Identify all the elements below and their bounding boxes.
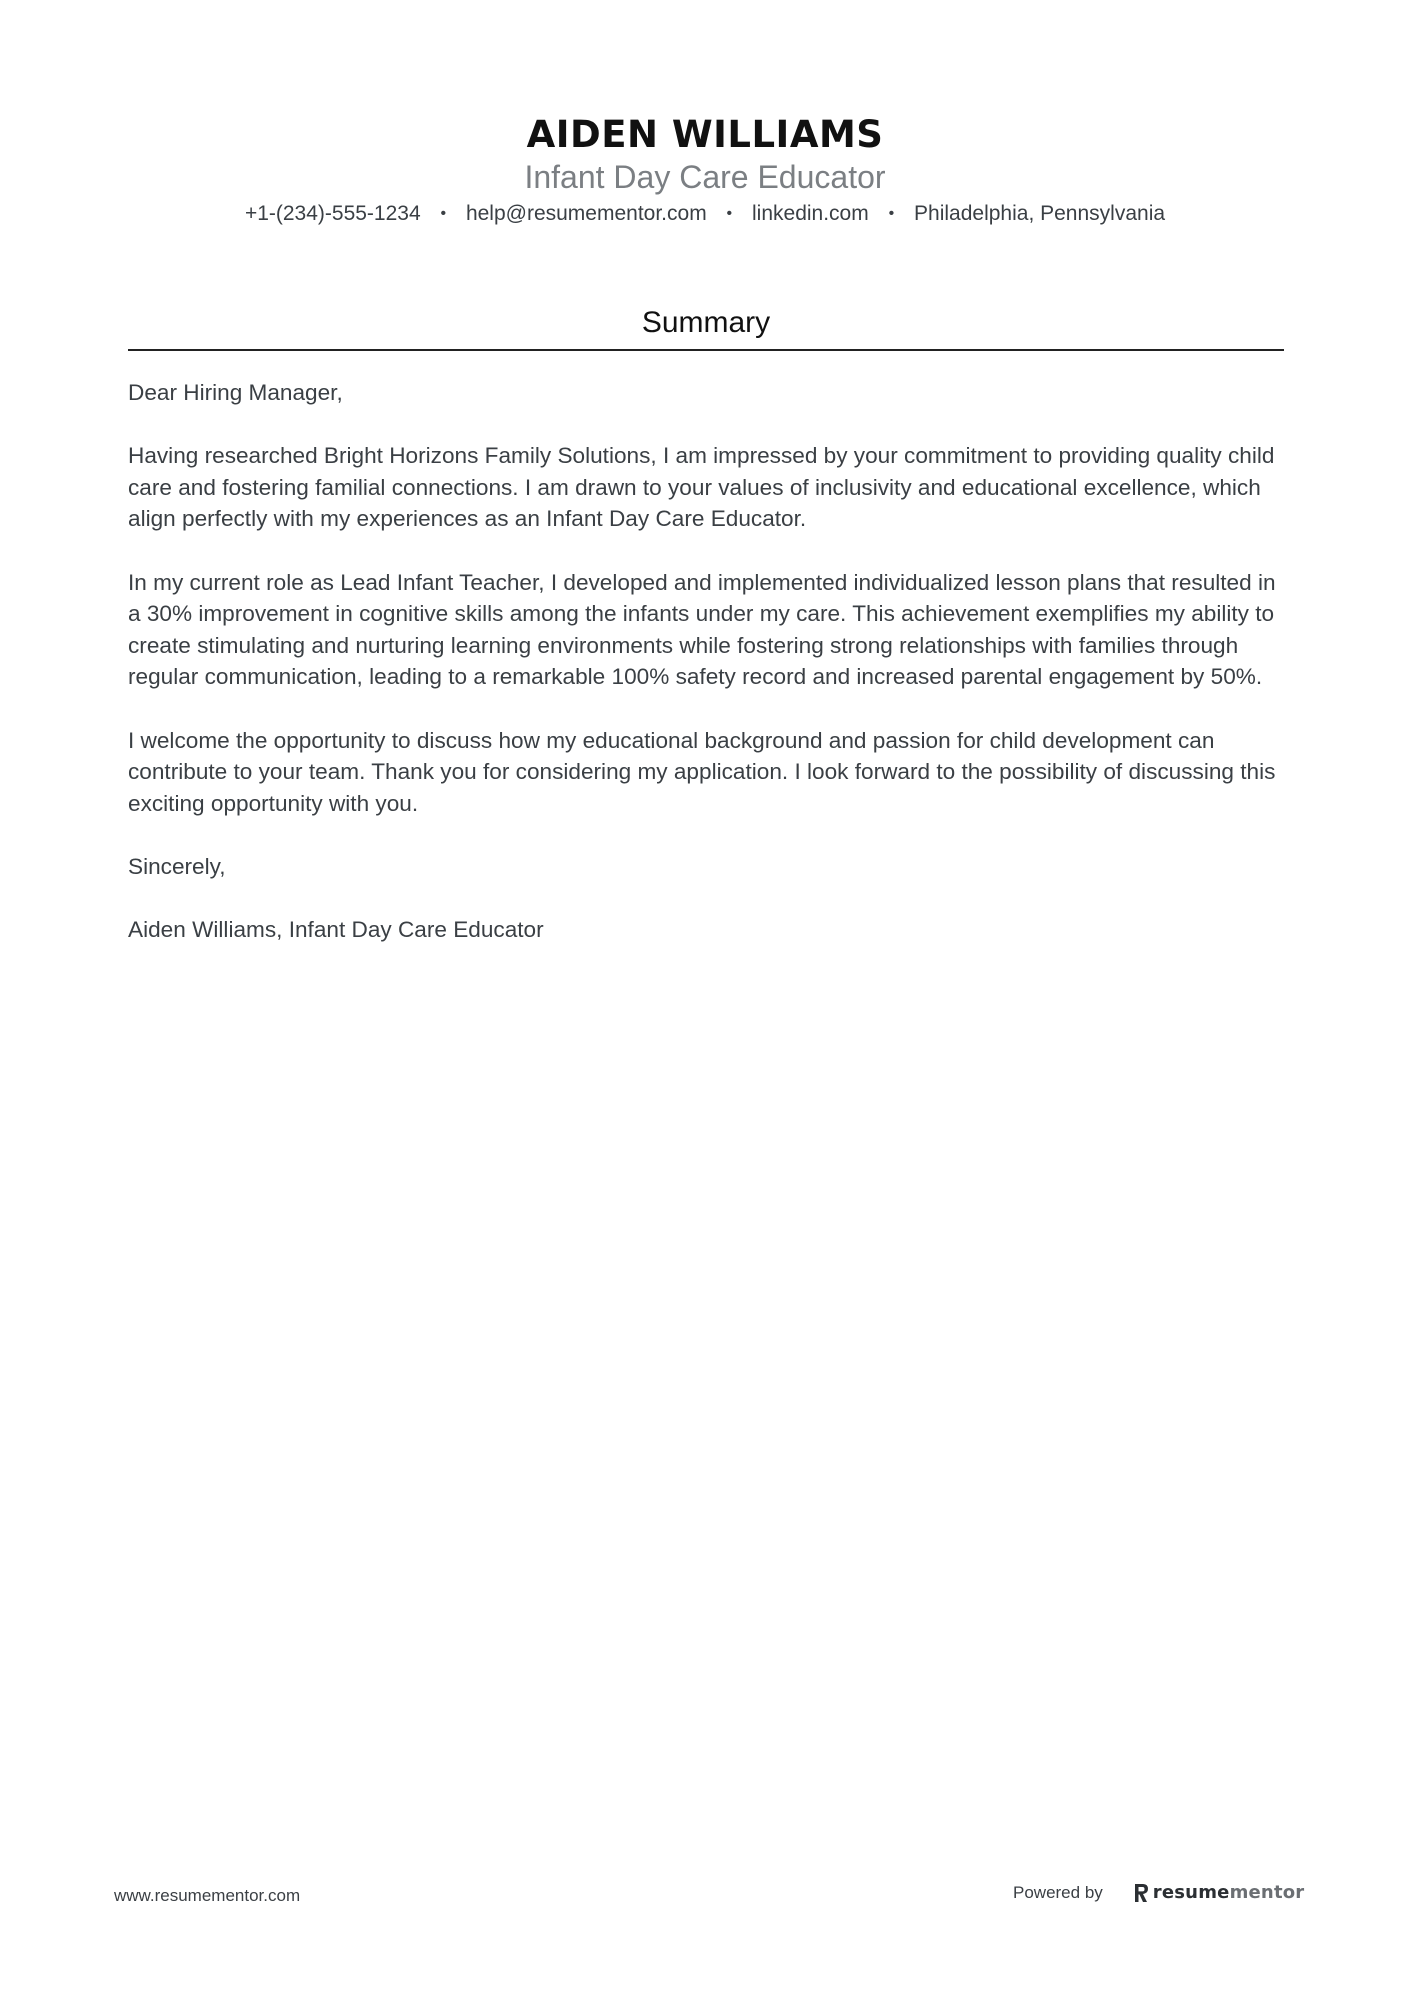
candidate-name: AIDEN WILLIAMS (526, 113, 884, 156)
resumementor-logo-icon (1133, 1883, 1149, 1903)
footer-branding (1013, 1882, 1304, 1903)
candidate-role: Infant Day Care Educator (524, 159, 886, 195)
letter-greeting: Dear Hiring Manager, (128, 380, 343, 405)
contact-email: help@resumementor.com (465, 202, 707, 225)
letter-closing: Sincerely, (128, 853, 226, 879)
contact-line (0, 198, 1410, 230)
contact-linkedin: linkedin.com (752, 202, 869, 225)
logo-wordmark-light: mentor (1229, 1882, 1305, 1903)
separator-dot: • (888, 205, 895, 222)
logo-wordmark-bold: resume (1152, 1882, 1230, 1903)
section-divider (128, 349, 1284, 351)
powered-by-label: Powered by (1013, 1882, 1103, 1902)
resumementor-logo (1133, 1882, 1305, 1903)
contact-phone: +1-(234)-555-1234 (244, 202, 421, 225)
footer-website: www.resumementor.com (114, 1886, 301, 1905)
section-title: Summary (641, 306, 771, 339)
letter-paragraph: I welcome the opportunity to discuss how my educational background and passion for child development can contribute to your team. Thank you for considering my application. I look forward to the possibility of discussing this exciting opportunity with you. (128, 727, 1276, 816)
separator-dot: • (726, 205, 733, 222)
letter-body (128, 377, 1288, 977)
header (0, 112, 1410, 230)
contact-location: Philadelphia, Pennsylvania (914, 202, 1166, 225)
separator-dot: • (440, 205, 447, 222)
logo-wordmark (1153, 1882, 1305, 1903)
letter-paragraph: In my current role as Lead Infant Teacher, I developed and implemented individualized lesson plans that resulted in a 30% improvement in cognitive skills among the infants under my care. This achievement exemplifies my ability to create stimulating and nurturing learning environments while fostering strong relationships with families through regular communication, leading to a remarkable 100% safety record and increased parental engagement by 50%. (128, 569, 1276, 690)
letter-signature: Aiden Williams, Infant Day Care Educator (128, 917, 544, 943)
letter-paragraph: Having researched Bright Horizons Family Solutions, I am impressed by your commitment to providing quality child care and fostering familial connections. I am drawn to your values of inclusivity and educational excellence, which align perfectly with my experiences as an Infant Day Care Educator. (128, 443, 1275, 532)
